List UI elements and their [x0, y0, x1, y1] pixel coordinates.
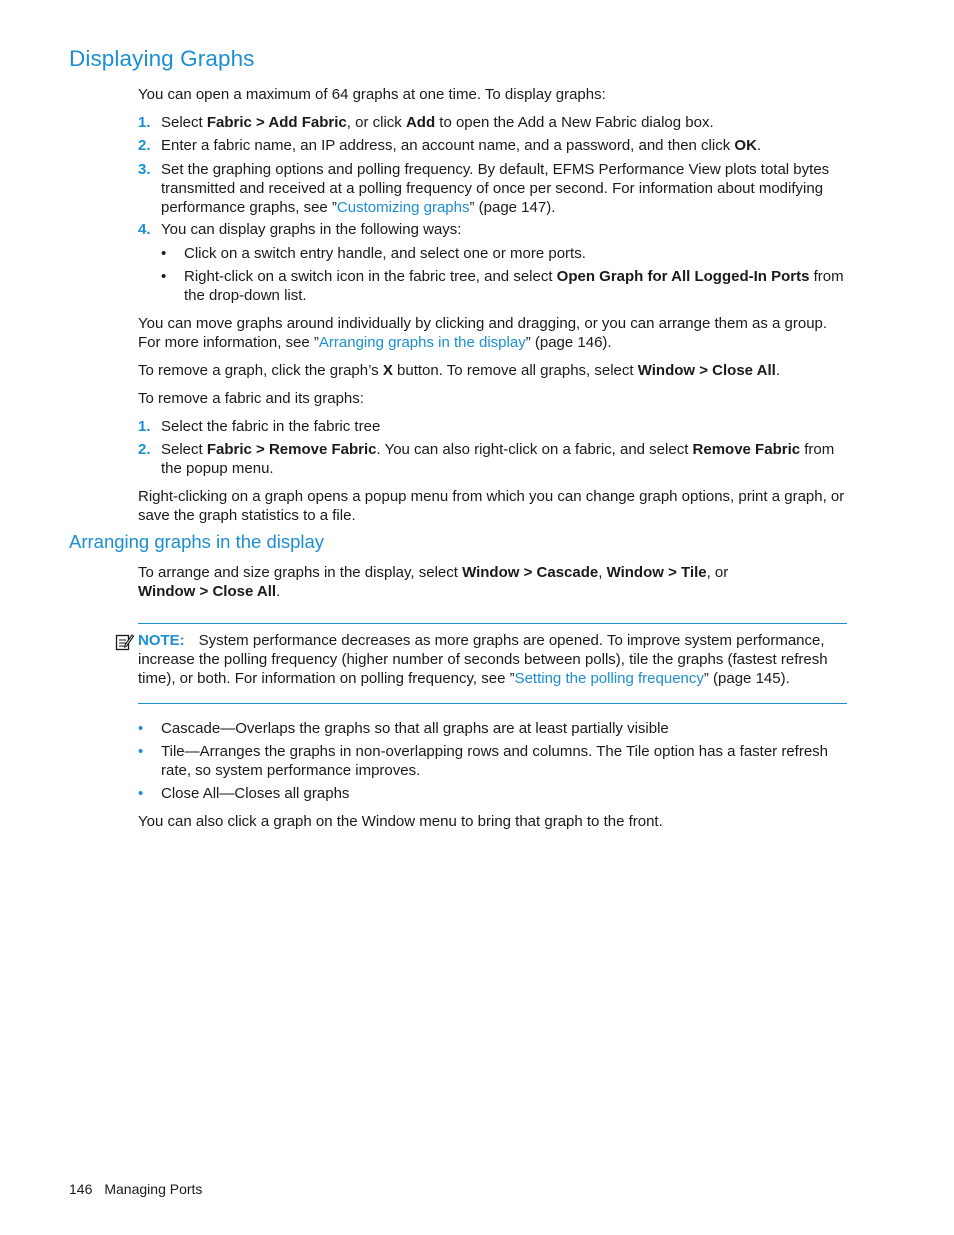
text-run: Click on a switch entry handle, and select one or more ports. [184, 245, 586, 262]
text-run: Enter a fabric name, an IP address, an account name, and a password, and then click [161, 137, 735, 154]
text-run: Select [161, 441, 207, 458]
text-run: To remove a graph, click the graph’s [138, 362, 383, 379]
paragraph-remove-graph [138, 361, 850, 380]
paragraph-arrange [138, 563, 850, 601]
note-box [138, 631, 850, 688]
note-text [138, 632, 828, 687]
bullet-text [184, 244, 852, 263]
step-number: 4. [138, 221, 151, 238]
ui-term: Fabric > Add Fabric [206, 114, 347, 131]
ui-term: Window > Close All [637, 362, 776, 379]
step-text [161, 160, 851, 217]
text-run: , [598, 564, 607, 581]
page-footer [69, 1181, 202, 1197]
text-run: , or click [346, 114, 406, 131]
ui-term: Window > Close All [138, 583, 277, 600]
note-top-rule [138, 623, 847, 624]
bullet-text [161, 784, 851, 803]
text-run: System performance decreases as more graphs are opened. To improve system performance, increase the polling frequency (higher number of seconds between polls), tile the graphs (fastest refresh time), or both. For information on polling frequency, see ” [138, 632, 828, 687]
bullet-mark: • [138, 743, 144, 760]
step-number: 2. [138, 137, 151, 154]
paragraph-move-graphs [138, 314, 850, 352]
text-run: Select [161, 114, 207, 131]
ui-term: Add [405, 114, 436, 131]
page-number: 146 [69, 1181, 93, 1197]
cross-reference-link[interactable]: Customizing graphs [336, 199, 470, 216]
paragraph-right-click: Right-clicking on a graph opens a popup menu from which you can change graph options, print a graph, or save the graph statistics to a file. [138, 488, 845, 524]
bullet-text [184, 267, 852, 305]
intro-paragraph: You can open a maximum of 64 graphs at one time. To display graphs: [138, 86, 606, 103]
text-run: ” (page 145). [703, 670, 790, 687]
step-text [161, 136, 851, 155]
text-run: from the popup menu. [161, 441, 835, 477]
footer-section-title: Managing Ports [104, 1181, 203, 1197]
text-run: . [775, 362, 780, 379]
step-text [161, 417, 851, 436]
note-label: NOTE: [138, 632, 185, 649]
step-number: 3. [138, 161, 151, 178]
step-number: 2. [138, 441, 151, 458]
text-run: ” (page 147). [469, 199, 556, 216]
note-pad-icon [114, 632, 134, 652]
cross-reference-link[interactable]: Arranging graphs in the display [318, 334, 526, 351]
text-run: from the drop-down list. [184, 268, 844, 304]
step-text [161, 220, 851, 239]
bullet-mark: • [161, 268, 167, 285]
bullet-text [161, 719, 851, 738]
subsection-heading-arranging-graphs: Arranging graphs in the display [69, 531, 325, 552]
note-bottom-rule [138, 703, 847, 704]
text-run: , or [706, 564, 729, 581]
bullet-mark: • [138, 785, 144, 802]
text-run: to open the Add a New Fabric dialog box. [435, 114, 714, 131]
text-run: Tile—Arranges the graphs in non-overlapping rows and columns. The Tile option has a faster refresh rate, so system performance improves. [161, 743, 829, 779]
section-heading-displaying-graphs: Displaying Graphs [69, 46, 255, 71]
paragraph-remove-fabric: To remove a fabric and its graphs: [138, 390, 364, 407]
ui-term: Window > Cascade [462, 564, 599, 581]
ui-term: Window > Tile [606, 564, 707, 581]
ui-term: X [382, 362, 393, 379]
paragraph-bring-to-front: You can also click a graph on the Window menu to bring that graph to the front. [138, 813, 663, 830]
step-number: 1. [138, 114, 151, 131]
text-run: You can display graphs in the following ways: [161, 221, 462, 238]
ui-term: Fabric > Remove Fabric [206, 441, 377, 458]
ui-term: Open Graph for All Logged-In Ports [556, 268, 810, 285]
text-run: ” (page 146). [525, 334, 612, 351]
text-run: Select the fabric in the fabric tree [161, 418, 381, 435]
text-run: . You can also right-click on a fabric, and select [376, 441, 693, 458]
text-run: button. To remove all graphs, select [392, 362, 638, 379]
ui-term: Remove Fabric [692, 441, 801, 458]
step-number: 1. [138, 418, 151, 435]
text-run: Close All—Closes all graphs [161, 785, 350, 802]
text-run: Right-click on a switch icon in the fabric tree, and select [184, 268, 557, 285]
step-text [161, 440, 851, 478]
text-run: . [756, 137, 762, 154]
text-run: You can move graphs around individually by clicking and dragging, or you can arrange them as a group. For more information, see ” [138, 315, 828, 351]
bullet-mark: • [138, 720, 144, 737]
text-run: To arrange and size graphs in the display, select [138, 564, 463, 581]
bullet-mark: • [161, 245, 167, 262]
bullet-text [161, 742, 851, 780]
step-text [161, 113, 851, 132]
text-run: Set the graphing options and polling frequency. By default, EFMS Performance View plots total bytes transmitted and received at a polling frequency of once per second. For information about modifying performance graphs, see ” [161, 161, 830, 216]
text-run: Cascade—Overlaps the graphs so that all graphs are at least partially visible [161, 720, 669, 737]
text-run: . [276, 583, 281, 600]
cross-reference-link[interactable]: Setting the polling frequency [514, 670, 704, 687]
ui-term: OK [734, 137, 757, 154]
